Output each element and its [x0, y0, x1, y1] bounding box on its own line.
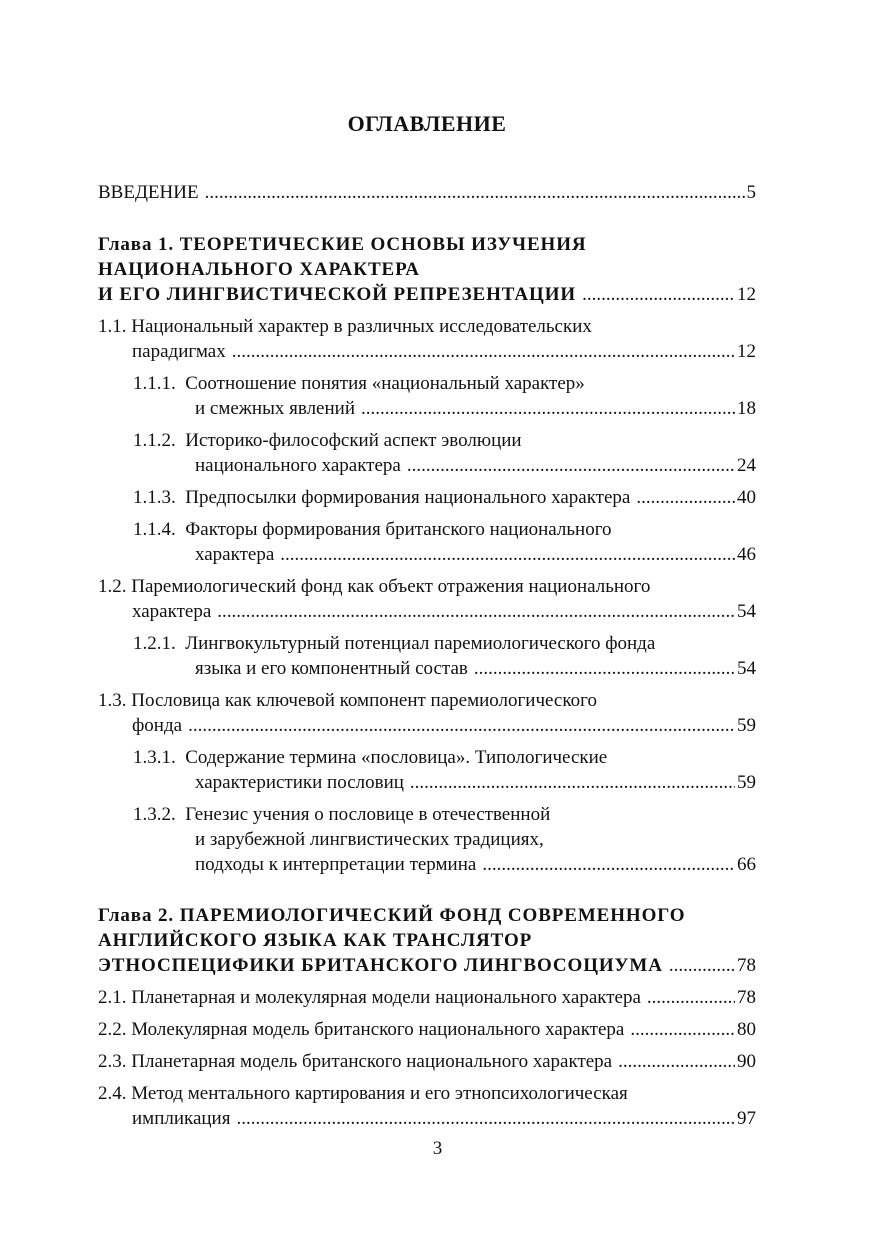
page-ref: 78 [737, 955, 756, 976]
toc-section-1-2-1[interactable]: 1.2.1. Лингвокультурный потенциал паремиологического фонда языка и его компонентный состав ..... 54 [98, 631, 756, 681]
toc-entry-intro[interactable]: ВВЕДЕНИЕ ..... 5 [98, 180, 756, 205]
page-ref: 46 [737, 544, 756, 565]
toc-chapter-2[interactable]: Глава 2. ПАРЕМИОЛОГИЧЕСКИЙ ФОНД СОВРЕМЕННОГО АНГЛИЙСКОГО ЯЗЫКА КАК ТРАНСЛЯТОР ЭТНОСПЕЦИФИКИ БРИТАНСКОГО ЛИНГВОСОЦИУМА ..... 78 [98, 903, 756, 978]
toc-section-2-4[interactable]: 2.4. Метод ментального картирования и его этнопсихологическая импликация ..... 97 [98, 1081, 756, 1131]
toc-section-1-2[interactable]: 1.2. Паремиологический фонд как объект отражения национального характера ..... 54 [98, 574, 756, 624]
page-ref: 59 [737, 772, 756, 793]
page-title: ОГЛАВЛЕНИЕ [347, 111, 507, 136]
page-ref: 40 [737, 487, 756, 508]
toc-section-1-1-3[interactable]: 1.1.3. Предпосылки формирования национального характера ..... 40 [98, 485, 756, 510]
page-ref: 59 [737, 715, 756, 736]
page-ref: 66 [737, 854, 756, 875]
page-ref: 18 [737, 398, 756, 419]
toc-section-1-3-2[interactable]: 1.3.2. Генезис учения о пословице в отечественной и зарубежной лингвистических традициях, подходы к интерпретации термина ..... 66 [98, 802, 756, 877]
page-ref: 90 [737, 1051, 756, 1072]
toc-section-2-1[interactable]: 2.1. Планетарная и молекулярная модели национального характера ..... 78 [98, 985, 756, 1010]
page-ref: 54 [737, 601, 756, 622]
document-page [98, 0, 756, 1241]
page-ref: 24 [737, 455, 756, 476]
toc-section-1-1[interactable]: 1.1. Национальный характер в различных исследовательских парадигмах ..... 12 [98, 314, 756, 364]
page-ref: 12 [737, 284, 756, 305]
toc-section-2-3[interactable]: 2.3. Планетарная модель британского национального характера ..... 90 [98, 1049, 756, 1074]
page-ref: 78 [737, 987, 756, 1008]
page-ref: 97 [737, 1108, 756, 1129]
toc-section-1-3-1[interactable]: 1.3.1. Содержание термина «пословица». Типологические характеристики пословиц ..... 59 [98, 745, 756, 795]
toc-section-1-1-1[interactable]: 1.1.1. Соотношение понятия «национальный характер» и смежных явлений ..... 18 [98, 371, 756, 421]
toc-section-1-3[interactable]: 1.3. Пословица как ключевой компонент паремиологического фонда ..... 59 [98, 688, 756, 738]
page-ref: 5 [746, 182, 756, 203]
toc-section-1-1-2[interactable]: 1.1.2. Историко-философский аспект эволюции национального характера ..... 24 [98, 428, 756, 478]
page-ref: 54 [737, 658, 756, 679]
page-ref: 12 [737, 341, 756, 362]
page-ref: 80 [737, 1019, 756, 1040]
table-of-contents [98, 180, 756, 1131]
toc-chapter-1[interactable]: Глава 1. ТЕОРЕТИЧЕСКИЕ ОСНОВЫ ИЗУЧЕНИЯ НАЦИОНАЛЬНОГО ХАРАКТЕРА И ЕГО ЛИНГВИСТИЧЕСКОЙ РЕПРЕЗЕНТАЦИИ ..... 12 [98, 232, 756, 307]
toc-section-1-1-4[interactable]: 1.1.4. Факторы формирования британского национального характера ..... 46 [98, 517, 756, 567]
toc-section-2-2[interactable]: 2.2. Молекулярная модель британского национального характера ..... 80 [98, 1017, 756, 1042]
page-number: 3 [432, 1138, 443, 1159]
